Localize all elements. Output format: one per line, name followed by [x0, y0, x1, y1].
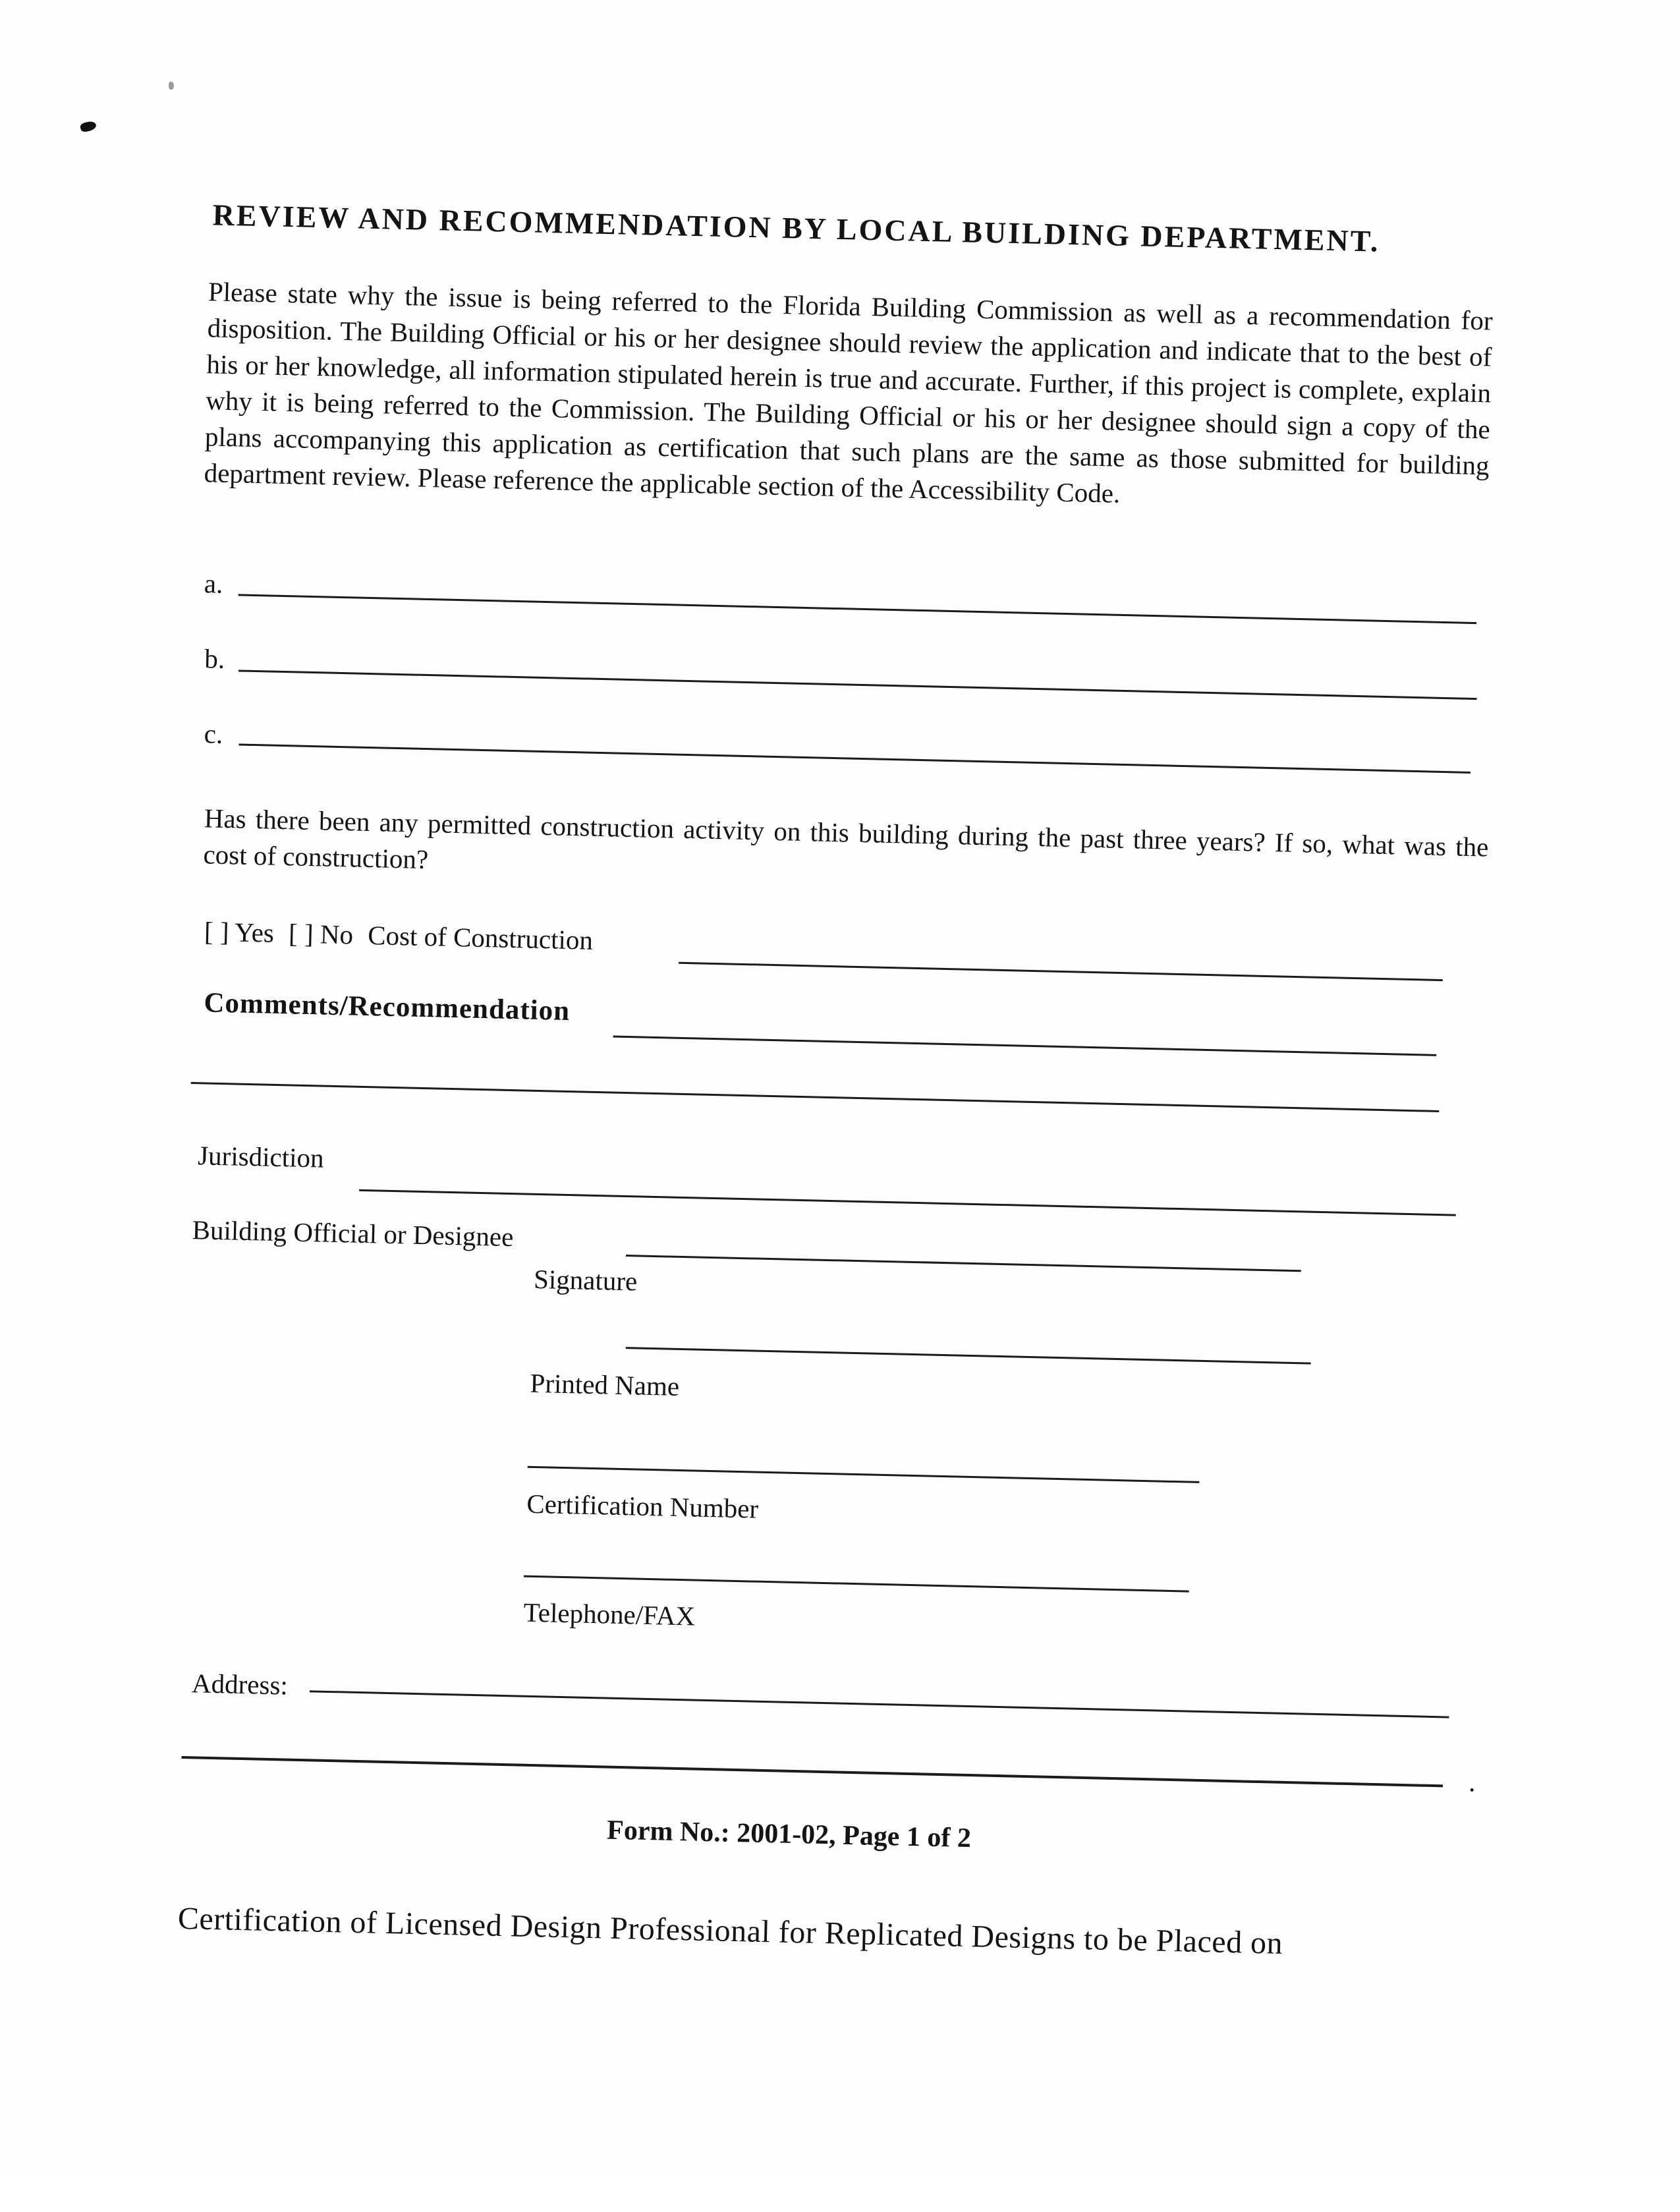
item-c-label: c. — [204, 718, 223, 749]
intro-paragraph: Please state why the issue is being referred to the Florida Building Commission as well as a recommendation for disposition. The Building Official or his or her designee should review the application and indicate that to the best of his or her knowledge, all information stipulated herein is true and accurate. Further, if this project is complete, explain why it is being referred to the Commission. The Building Official or his or her designee should sign a copy of the plans accompanying this application as certification that such plans are the same as those submitted for building department review. Please reference the applicable section of the Accessibility Code. — [204, 276, 1494, 509]
section-title: REVIEW AND RECOMMENDATION BY LOCAL BUILDING DEPARTMENT. — [212, 198, 1381, 258]
certification-number-caption: Certification Number — [526, 1488, 759, 1524]
construction-question: Has there been any permitted construction activity on this building during the past three years? If so, what was the cost of construction? — [203, 803, 1489, 875]
item-b-field[interactable] — [238, 669, 1477, 700]
no-checkbox[interactable]: [ ] No — [288, 918, 354, 950]
signature-caption: Signature — [533, 1263, 638, 1297]
building-official-label: Building Official or Designee — [192, 1214, 514, 1253]
form-number-footer: Form No.: 2001-02, Page 1 of 2 — [606, 1815, 972, 1854]
cost-of-construction-field[interactable] — [679, 962, 1443, 981]
item-b-label: b. — [204, 643, 225, 674]
next-section-title: Certification of Licensed Design Professional for Replicated Designs to be Placed on — [177, 1900, 1283, 1961]
printed-name-caption: Printed Name — [530, 1367, 680, 1402]
item-a-label: a. — [204, 568, 223, 599]
cost-of-construction-label: Cost of Construction — [367, 920, 594, 955]
comments-label: Comments/Recommendation — [204, 987, 571, 1027]
jurisdiction-field[interactable] — [359, 1189, 1456, 1216]
telephone-fax-field[interactable] — [524, 1575, 1189, 1593]
jurisdiction-label: Jurisdiction — [197, 1140, 325, 1174]
comments-field-line-1[interactable] — [613, 1036, 1437, 1056]
yes-no-cost-row — [204, 915, 593, 955]
signature-field[interactable] — [626, 1255, 1301, 1272]
comments-field-line-2[interactable] — [191, 1082, 1440, 1112]
item-c-field[interactable] — [238, 744, 1470, 774]
item-a-field[interactable] — [238, 594, 1477, 624]
address-field-line-2[interactable] — [182, 1756, 1443, 1787]
telephone-fax-caption: Telephone/FAX — [523, 1597, 696, 1631]
yes-checkbox[interactable]: [ ] Yes — [204, 916, 275, 948]
address-label: Address: — [191, 1668, 289, 1701]
stray-period-mark: . — [1468, 1767, 1476, 1798]
certification-number-field[interactable] — [528, 1466, 1200, 1483]
printed-name-field[interactable] — [626, 1347, 1311, 1365]
address-field-line-1[interactable] — [310, 1690, 1449, 1718]
